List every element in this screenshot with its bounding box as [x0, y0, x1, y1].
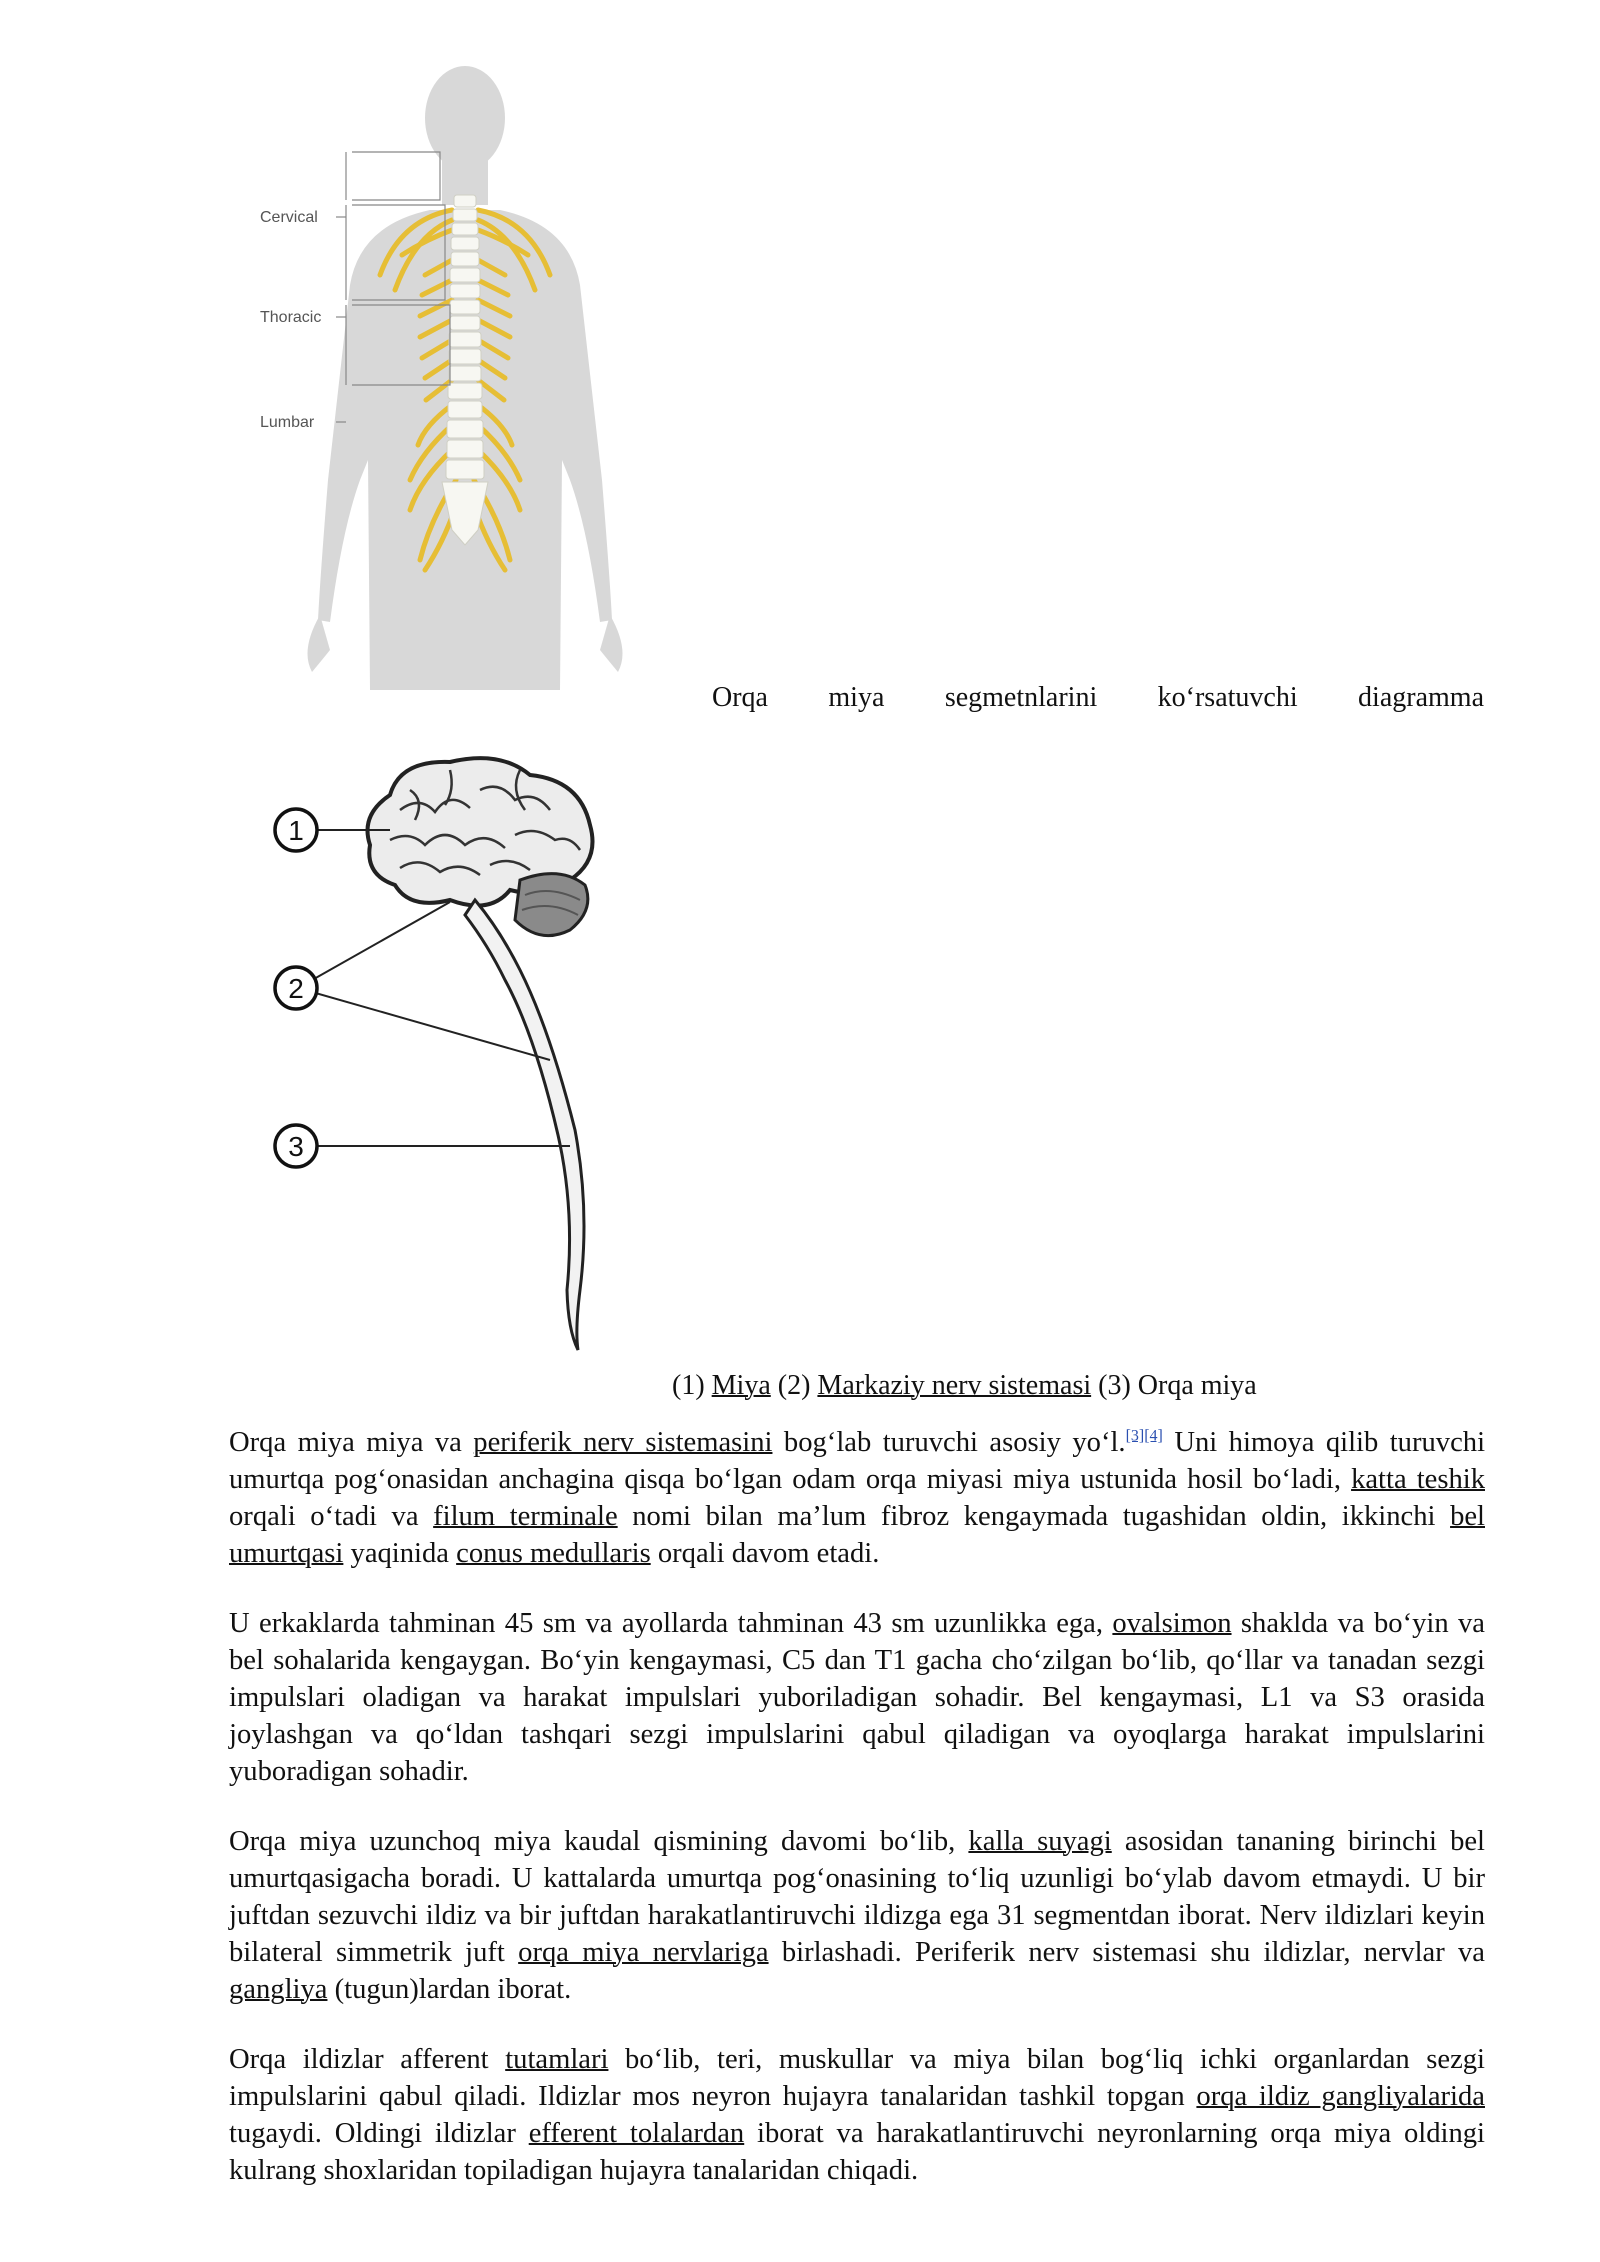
caption-word: Orqa [712, 682, 768, 713]
text-run: orqali davom etadi. [650, 1538, 880, 1569]
text-run: shaklda va bo‘yin va bel sohalarida kengaygan. Bo‘yin kengaymasi, C5 dan T1 gacha cho‘zilgan bo‘lib, qo‘llar va tanadan sezgi impulslari oladigan va harakat impulslari yuboriladigan sohadir. Bel kengaymasi, L1 va S3 orasida joylashgan va qo‘ldan tashqari sezgi impulslarini qabul qiladigan va oyoqlarga harakat impulslarini yuboradigan sohadir. [229, 1608, 1485, 1787]
paragraph-1 [229, 1424, 1485, 1572]
marker-3 [275, 1125, 317, 1167]
spinal-cord-drawing [465, 900, 584, 1350]
text-run: orqali o‘tadi va [229, 1501, 434, 1532]
link-orqa-ildiz-gangliyalarida[interactable]: orqa ildiz gangliyalarida [1196, 2081, 1485, 2112]
label-lumbar: Lumbar [260, 414, 315, 431]
link-conus-medullaris[interactable]: conus medullaris [456, 1538, 651, 1569]
link-ovalsimon[interactable]: ovalsimon [1112, 1608, 1232, 1639]
link-bel-umurtqasi[interactable]: bel umurtqasi [229, 1501, 1485, 1569]
label-cervical: Cervical [260, 209, 318, 226]
text-run: Orqa miya uzunchoq miya kaudal qismining davomi bo‘lib, [229, 1826, 969, 1857]
caption-word: ko‘rsatuvchi [1157, 682, 1298, 713]
figure1-caption [712, 682, 1484, 714]
caption-word: segmetnlarini [944, 682, 1098, 713]
text-run: bog‘lab turuvchi asosiy yo‘l. [772, 1427, 1126, 1458]
text-run: iborat va harakatlantiruvchi neyronlarning orqa miya oldingi kulrang shoxlaridan topiladigan hujayra tanalaridan chiqadi. [229, 2118, 1485, 2186]
text-run: asosidan tananing birinchi bel umurtqasigacha boradi. U kattalarda umurtqa pog‘onasining to‘liq uzunligi bo‘ylab davom etmaydi. U bir juftdan sezuvchi ildiz va bir juftdan harakatlantiruvchi ildizga ega 31 segmentdan iborat. Nerv ildizlari keyin bilateral simmetrik juft [229, 1826, 1485, 1968]
link-orqa-miya-nervlariga[interactable]: orqa miya nervlariga [518, 1937, 769, 1968]
reference-3[interactable]: [3] [1125, 1427, 1145, 1445]
marker-2-label: 2 [288, 973, 304, 1004]
paragraph-2 [229, 1605, 1485, 1790]
link-periferik-nerv-sistemasini[interactable]: periferik nerv sistemasini [473, 1427, 773, 1458]
text-run: tugaydi. Oldingi ildizlar [229, 2118, 529, 2149]
text-run: bo‘lib, teri, muskullar va miya bilan bog‘liq ichki organlardan sezgi impulslarini qabul qiladi. Ildizlar mos neyron hujayra tanalaridan tashkil topgan [229, 2044, 1486, 2112]
caption-text: (2) [770, 1370, 818, 1401]
figure2-caption [672, 1370, 1257, 1402]
paragraph-4 [229, 2041, 1485, 2189]
spine-segments-illustration [230, 60, 700, 700]
text-run: U erkaklarda tahminan 45 sm va ayollarda tahminan 43 sm uzunlikka ega, [229, 1608, 1113, 1639]
cns-figure [250, 750, 650, 1370]
spine-segments-figure [230, 60, 700, 700]
link-filum-terminale[interactable]: filum terminale [433, 1501, 618, 1532]
link-tutamlari[interactable]: tutamlari [505, 2044, 609, 2075]
marker-3-label: 3 [288, 1131, 304, 1162]
link-kalla-suyagi[interactable]: kalla suyagi [968, 1826, 1112, 1857]
caption-word: diagramma [1358, 682, 1484, 713]
text-run: Orqa miya miya va [229, 1427, 474, 1458]
caption-text: (1) [672, 1370, 712, 1401]
text-run: yaqinida [343, 1538, 457, 1569]
link-gangliya[interactable]: gangliya [229, 1974, 328, 2005]
marker-1 [275, 809, 317, 851]
link-katta-teshik[interactable]: katta teshik [1351, 1464, 1485, 1495]
text-run: birlashadi. Periferik nerv sistemasi shu ildizlar, nervlar va [768, 1937, 1485, 1968]
article-body [229, 1424, 1485, 2222]
paragraph-3 [229, 1823, 1485, 2008]
cns-illustration [250, 750, 650, 1370]
text-run: (tugun)lardan iborat. [327, 1974, 572, 2005]
link-miya[interactable]: Miya [711, 1370, 771, 1401]
text-run: nomi bilan ma’lum fibroz kengaymada tugashidan oldin, ikkinchi [617, 1501, 1451, 1532]
text-run: Orqa ildizlar afferent [229, 2044, 506, 2075]
link-markaziy-nerv-sistemasi[interactable]: Markaziy nerv sistemasi [817, 1370, 1092, 1401]
text-run: Uni himoya qilib turuvchi umurtqa pog‘onasidan anchagina qisqa bo‘lgan odam orqa miyasi miya ustunida hosil bo‘ladi, [229, 1427, 1486, 1495]
caption-word: miya [828, 682, 885, 713]
caption-text: (3) Orqa miya [1091, 1370, 1257, 1401]
marker-1-label: 1 [288, 815, 304, 846]
label-thoracic: Thoracic [260, 309, 322, 326]
marker-2 [275, 967, 317, 1009]
reference-4[interactable]: [4] [1144, 1427, 1163, 1445]
link-efferent-tolalardan[interactable]: efferent tolalardan [528, 2118, 745, 2149]
